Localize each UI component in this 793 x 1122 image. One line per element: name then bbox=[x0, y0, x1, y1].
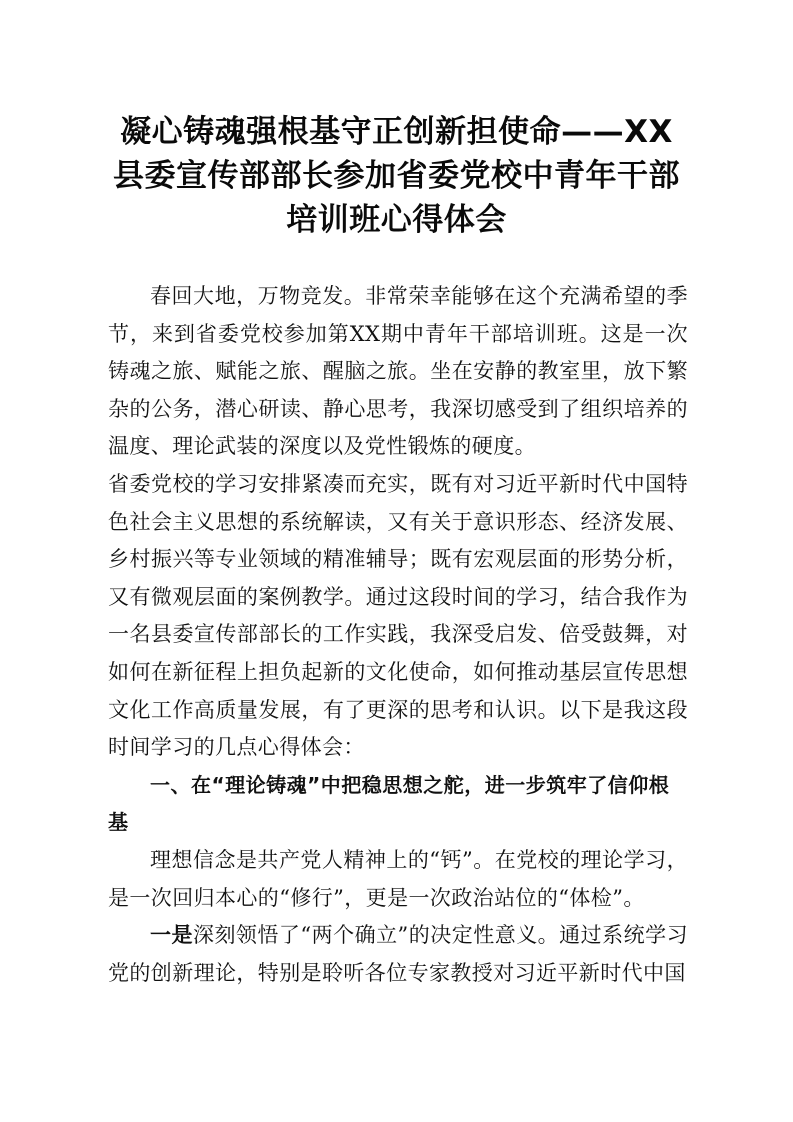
title-line-2: 县委宣传部部长参加省委党校中青年干部 bbox=[113, 158, 680, 194]
document-title bbox=[100, 110, 693, 242]
title-line-3: 培训班心得体会 bbox=[286, 202, 507, 238]
section-heading-1: 一、在“理论铸魂”中把稳思想之舵，进一步筑牢了信仰根基 bbox=[108, 772, 670, 835]
point-one-lead: 一是 bbox=[150, 923, 193, 948]
title-line-1: 凝心铸魂强根基守正创新担使命——XX bbox=[120, 114, 673, 150]
document-body bbox=[108, 278, 688, 992]
paragraph-study-overview: 省委党校的学习安排紧凑而充实，既有对习近平新时代中国特色社会主义思想的系统解读，又有关于意识形态、经济发展、乡村振兴等专业领域的精准辅导；既有宏观层面的形势分析，又有微观层面的案例教学。通过这段时间的学习，结合我作为一名县委宣传部部长的工作实践，我深受启发、倍受鼓舞，对如何在新征程上担负起新的文化使命，如何推动基层宣传思想文化工作高质量发展，有了更深的思考和认识。以下是我这段时间学习的几点心得体会： bbox=[108, 471, 688, 760]
paragraph-intro: 春回大地，万物竞发。非常荣幸能够在这个充满希望的季节，来到省委党校参加第XX期中青年干部培训班。这是一次铸魂之旅、赋能之旅、醒脑之旅。坐在安静的教室里，放下繁杂的公务，潜心研读、静心思考，我深切感受到了组织培养的温度、理论武装的深度以及党性锻炼的硬度。 bbox=[108, 284, 688, 459]
point-one-text: 深刻领悟了“两个确立”的决定性意义。通过系统学习党的创新理论，特别是聆听各位专家教授对习近平新时代中国 bbox=[108, 923, 688, 985]
paragraph-point-one bbox=[108, 917, 688, 992]
paragraph-ideals: 理想信念是共产党人精神上的“钙”。在党校的理论学习，是一次回归本心的“修行”，更是一次政治站位的“体检”。 bbox=[108, 847, 688, 910]
